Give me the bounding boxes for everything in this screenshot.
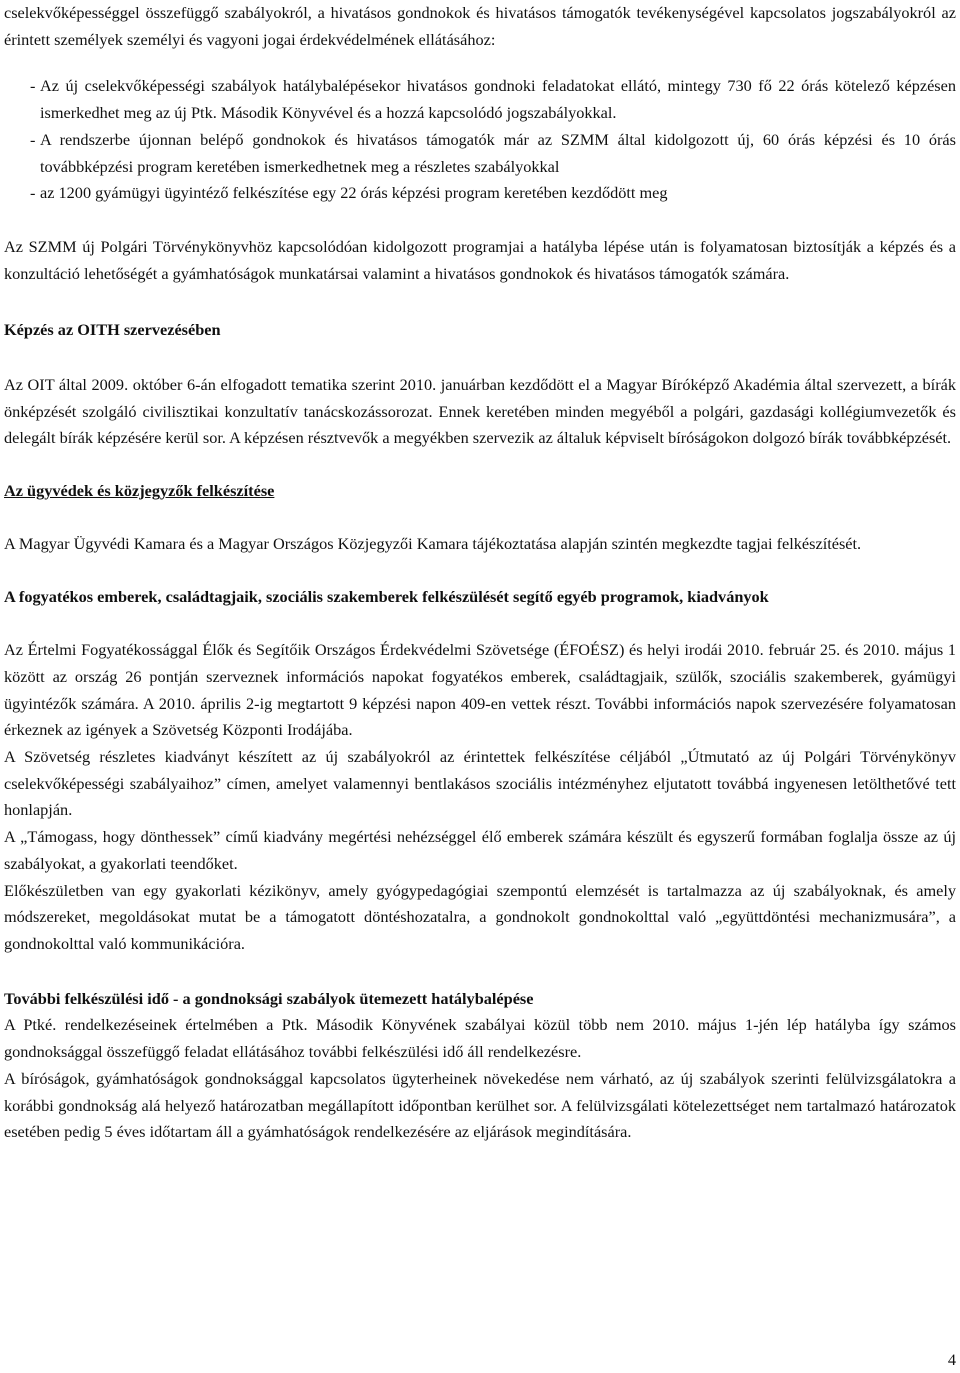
list-item-text: az 1200 gyámügyi ügyintéző felkészítése egy 22 órás képzési program keretében kezdődött meg	[40, 183, 668, 203]
ptke-paragraph: A Ptké. rendelkezéseinek értelmében a Ptk. Második Könyvének szabályai közül több nem 2010. május 1-jén lép hatályba így számos gondnoksággal összefüggő feladat ellátásához további felkészülési idő áll rendelkezésre.	[4, 1015, 956, 1062]
list-item	[4, 180, 956, 207]
heading-fogyatekos: A fogyatékos emberek, családtagjaik, szociális szakemberek felkészülését segítő egyéb programok, kiadványok	[4, 586, 769, 606]
spacer	[4, 558, 956, 584]
list-item-text: Az új cselekvőképességi szabályok hatálybalépésekor hivatásos gondnoki feladatokat ellátó, mintegy 730 fő 22 órás kötelező képzésen ismerkedhet meg az új Ptk. Második Könyvével és a hozzá kapcsolódó jogszabályokkal.	[40, 76, 956, 123]
heading-tovabbi: További felkészülési idő - a gondnoksági szabályok ütemezett hatálybalépése	[4, 988, 534, 1008]
oit-paragraph: Az OIT által 2009. október 6-án elfogadott tematika szerint 2010. januárban kezdődött el a Magyar Bíróképző Akadémia által szervezett, a bírák önképzését szolgáló civilisztikai konzultatív tanácskozássorozat. Ennek keretében minden megyéből a polgári, gazdasági kollégiumvezetők és delegált bírák képzésére kerül sor. A képzésen résztvevők a megyékben szervezik az általuk képviselt bíróságokon dolgozó bírák továbbképzését.	[4, 375, 956, 448]
heading-ugyvedek: Az ügyvédek és közjegyzők felkészítése	[4, 481, 275, 501]
intro-paragraph: cselekvőképességgel összefüggő szabályokról, a hivatásos gondnokok és hivatásos támogatók tevékenységével kapcsolatos jogszabályokról az érintett személyek személyi és vagyoni jogai érdekvédelmének ellátásához:	[4, 3, 956, 49]
list-item-text: A rendszerbe újonnan belépő gondnokok és hivatásos támogatók már az SZMM által kidolgozott új, 60 órás képzési és 10 órás továbbképzési program keretében ismerkedhetnek meg a részletes szabályokkal	[40, 129, 956, 176]
kiadvany-paragraph: A Szövetség részletes kiadványt készített az új szabályokról az érintettek felkészítése céljából „Útmutató az új Polgári Törvénykönyv cselekvőképességi szabályaihoz” címen, amelyet valamennyi bentlakásos szociális intézményhez eljutatott továbbá ingyenesen letölthetővé tett honlapján.	[4, 747, 956, 820]
list-item	[4, 73, 956, 126]
list-dash: -	[30, 129, 36, 149]
list-dash: -	[30, 76, 36, 96]
spacer	[4, 207, 956, 234]
page-content	[4, 0, 956, 1146]
spacer	[4, 958, 956, 986]
list-dash: -	[30, 183, 36, 203]
spacer	[4, 53, 956, 73]
tamogass-paragraph: A „Támogass, hogy dönthessek” című kiadvány megértési nehézséggel élő emberek számára készült és egyszerű formában foglalja össze az új szabályokat, a gyakorlati teendőket.	[4, 827, 956, 873]
spacer	[4, 610, 956, 637]
spacer	[4, 344, 956, 372]
page-number: 4	[947, 1350, 956, 1369]
ugyvedek-paragraph: A Magyar Ügyvédi Kamara és a Magyar Országos Közjegyzői Kamara tájékoztatása alapján szintén megkezdte tagjai felkészítését.	[4, 533, 862, 553]
spacer	[4, 505, 956, 531]
spacer	[4, 287, 956, 317]
kezikonyv-paragraph: Előkészületben van egy gyakorlati kézikönyv, amely gyógypedagógiai szempontú elemzését is tartalmazza az új szabályoknak, és amely módszereket, megoldásokat mutat be a támogatott döntéshozatalra, a gondnokolt gondnokolttal való „együttdöntési mechanizmusára”, a gondnokolttal való kommunikációra.	[4, 880, 956, 953]
szmm-paragraph: Az SZMM új Polgári Törvénykönyvhöz kapcsolódóan kidolgozott programjai a hatályba lépése után is folyamatosan biztosítják a képzés és a konzultáció lehetőségét a gyámhatóságok munkatársai valamint a hivatásos gondnokok és hivatásos támogatók számára.	[4, 236, 956, 283]
list-item	[4, 127, 956, 180]
birosagok-paragraph: A bíróságok, gyámhatóságok gondnoksággal kapcsolatos ügyterheinek növekedése nem várható, az új szabályok szerinti felülvizsgálatokra a korábbi gondnokság alá helyező határozatban megállapított időpontban kerülhet sor. A felülvizsgálati kötelezettséget nem tartalmazó határozatok esetében pedig 5 éves időtartam áll a gyámhatóságok rendelkezésére az eljárások megindítására.	[4, 1068, 956, 1142]
heading-oith: Képzés az OITH szervezésében	[4, 320, 221, 340]
efoesz-paragraph: Az Értelmi Fogyatékossággal Élők és Segítőik Országos Érdekvédelmi Szövetsége (ÉFOÉSZ) és helyi irodái 2010. február 25. és 2010. május 1 között az ország 26 pontján szerveznek információs napokat fogyatékos emberek, családtagjaik, szülők, szociális szakemberek, gyámügyi ügyintézők számára. A 2010. április 2-ig megtartott 9 képzési napon 409-en vettek részt. További információs napok szervezésére folyamatosan érkeznek az igények a Szövetség Központi Irodájába.	[4, 640, 956, 740]
spacer	[4, 452, 956, 478]
